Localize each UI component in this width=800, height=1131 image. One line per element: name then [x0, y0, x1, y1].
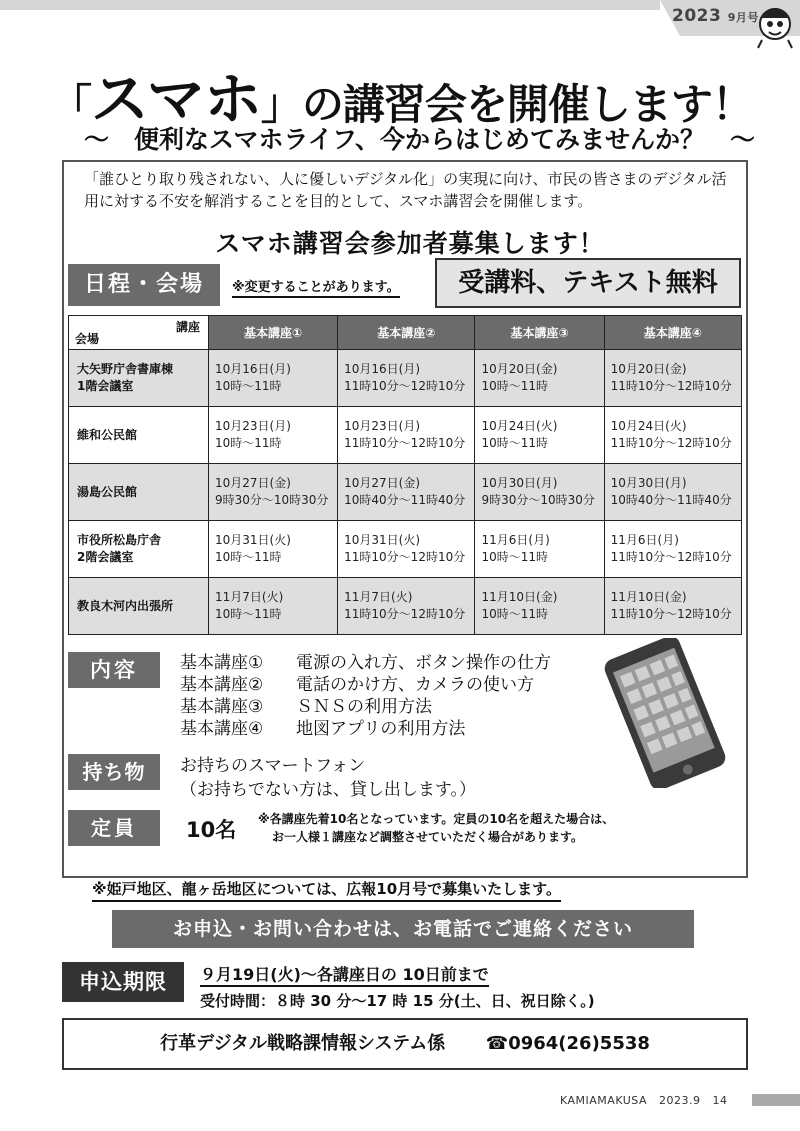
change-note: ※変更することがあります。: [232, 276, 400, 298]
column-header-course3: 基本講座③: [475, 316, 604, 350]
table-corner-cell: [69, 316, 209, 350]
slot-cell: 10月24日(火) 11時10分～12時10分: [604, 407, 741, 464]
capacity-note-line2: お一人様１講座など調整させていただく場合があります。: [272, 830, 584, 844]
footer-bar: [752, 1094, 800, 1106]
schedule-label: 日程・会場: [68, 264, 220, 306]
bring-line2: （お持ちでない方は、貸し出します。）: [180, 780, 476, 800]
slot-cell: 10月30日(月) 10時40分～11時40分: [604, 464, 741, 521]
bring-label: 持ち物: [68, 754, 160, 790]
slot-cell: 10月30日(月) 9時30分～10時30分: [475, 464, 604, 521]
venue-cell: 大矢野庁舎書庫棟 1階会議室: [69, 350, 209, 407]
list-item: 基本講座④ 地図アプリの利用方法: [180, 719, 466, 739]
recruit-heading: スマホ講習会参加者募集します！: [215, 229, 605, 258]
title-rest: 」の講習会を開催します！: [260, 80, 753, 129]
slot-cell: 11月7日(火) 10時～11時: [209, 578, 338, 635]
slot-cell: 10月16日(月) 10時～11時: [209, 350, 338, 407]
column-header-course4: 基本講座④: [604, 316, 741, 350]
venue-cell: 教良木河内出張所: [69, 578, 209, 635]
slot-cell: 11月10日(金) 10時～11時: [475, 578, 604, 635]
slot-cell: 10月16日(月) 11時10分～12時10分: [338, 350, 475, 407]
table-row: [69, 521, 742, 578]
list-item: 基本講座② 電話のかけ方、カメラの使い方: [180, 675, 534, 695]
deadline-text: ９月19日(火)～各講座日の 10日前まで: [200, 962, 489, 987]
capacity-note: [258, 810, 728, 846]
slot-cell: 10月27日(金) 9時30分～10時30分: [209, 464, 338, 521]
corner-course-label: 講座: [175, 320, 200, 334]
header-strip: [0, 0, 660, 10]
column-header-course2: 基本講座②: [338, 316, 475, 350]
title-keyword: スマホ: [91, 65, 261, 133]
slot-cell: 11月6日(月) 11時10分～12時10分: [604, 521, 741, 578]
slot-cell: 10月31日(火) 10時～11時: [209, 521, 338, 578]
slot-cell: 11月7日(火) 11時10分～12時10分: [338, 578, 475, 635]
issue-month: 9月号: [727, 11, 759, 24]
bring-line1: お持ちのスマートフォン: [180, 756, 366, 776]
footer-date: 2023.9: [659, 1094, 701, 1107]
table-row: [69, 464, 742, 521]
fee-box: 受講料、テキスト無料: [435, 258, 741, 308]
capacity-number: 10名: [186, 818, 237, 842]
page-number: 14: [712, 1094, 728, 1107]
smartphone-icon: [590, 638, 740, 788]
slot-cell: 11月6日(月) 10時～11時: [475, 521, 604, 578]
bring-text: [180, 754, 476, 802]
column-header-course1: 基本講座①: [209, 316, 338, 350]
slot-cell: 10月24日(火) 10時～11時: [475, 407, 604, 464]
content-label: 内容: [68, 652, 160, 688]
content-list: [180, 652, 551, 740]
venue-cell: 維和公民館: [69, 407, 209, 464]
phone-number: ☎0964(26)5538: [485, 1033, 650, 1054]
table-row: [69, 578, 742, 635]
page-subtitle: ～ 便利なスマホライフ、今からはじめてみませんか？ ～: [84, 125, 756, 154]
list-item: 基本講座① 電源の入れ方、ボタン操作の仕方: [180, 653, 551, 673]
issue-label: [672, 6, 759, 26]
capacity-label: 定員: [68, 810, 160, 846]
department-contact-box: [62, 1018, 748, 1070]
list-item: 基本講座③ ＳＮＳの利用方法: [180, 697, 432, 717]
page-footer: [560, 1094, 728, 1107]
venue-cell: 湯島公民館: [69, 464, 209, 521]
table-row: [69, 407, 742, 464]
reception-hours: 受付時間：８時 30 分～17 時 15 分(土、日、祝日除く。): [200, 992, 595, 1010]
slot-cell: 10月23日(月) 10時～11時: [209, 407, 338, 464]
deadline-label: 申込期限: [62, 962, 184, 1002]
slot-cell: 10月31日(火) 11時10分～12時10分: [338, 521, 475, 578]
table-header-row: [69, 316, 742, 350]
slot-cell: 10月20日(金) 10時～11時: [475, 350, 604, 407]
slot-cell: 10月27日(金) 10時40分～11時40分: [338, 464, 475, 521]
slot-cell: 10月20日(金) 11時10分～12時10分: [604, 350, 741, 407]
intro-text: 「誰ひとり取り残されない、人に優しいデジタル化」の実現に向け、市民の皆さまのデジタル活用に対する不安を解消することを目的として、スマホ講習会を開催します。: [84, 170, 727, 210]
schedule-table: [68, 315, 742, 635]
area-note: ※姫戸地区、龍ヶ岳地区については、広報10月号で募集いたします。: [92, 878, 561, 902]
slot-cell: 11月10日(金) 11時10分～12時10分: [604, 578, 741, 635]
title-open-bracket: 「: [50, 80, 92, 129]
capacity-note-line1: ※各講座先着10名となっています。定員の10名を超えた場合は、: [258, 812, 615, 826]
issue-year: 2023: [672, 6, 722, 26]
contact-bar: お申込・お問い合わせは、お電話でご連絡ください: [112, 910, 694, 948]
mascot-icon: [752, 0, 798, 50]
slot-cell: 10月23日(月) 11時10分～12時10分: [338, 407, 475, 464]
footer-magazine: KAMIAMAKUSA: [560, 1094, 648, 1107]
department-name: 行革デジタル戦略課情報システム係: [160, 1033, 446, 1054]
corner-venue-label: 会場: [75, 332, 100, 346]
table-row: [69, 350, 742, 407]
venue-cell: 市役所松島庁舎 2階会議室: [69, 521, 209, 578]
